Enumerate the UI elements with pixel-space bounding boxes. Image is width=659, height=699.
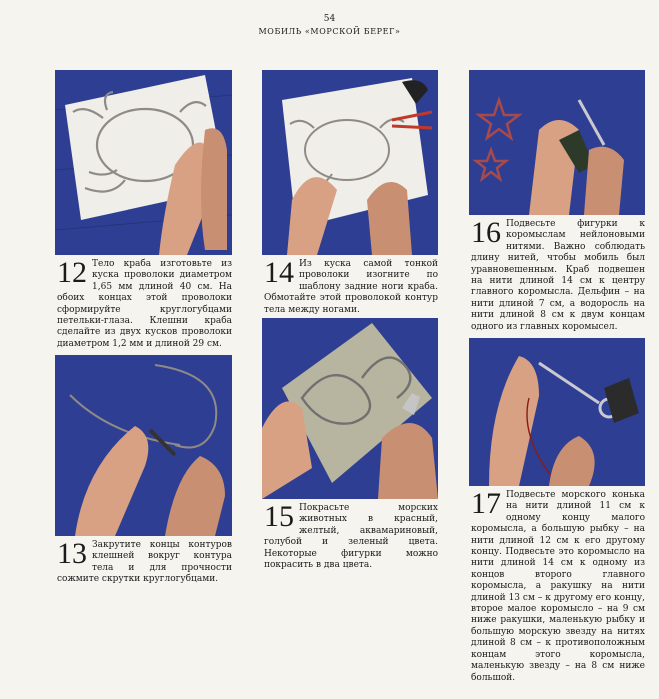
step-number: 17 [471,487,501,520]
photo-step-13 [55,355,232,536]
step-number: 13 [57,537,87,570]
step-number: 12 [57,256,87,289]
step-text: Покрасьте морских животных в красный, желтый, аквамариновый, голубой и зеленый цвета. Некоторые фигурки можно покрасить в два цвета. [264,503,438,571]
step-text: Подвесьте фигурки к коромыслам нейлоновыми нитями. Важно соблюдать длину нитей, чтобы мобиль был уравновешенным. Краб подвешен на нити длиной 14 см к центру главного коромысла. Дельфин – на нити длиной 7 см, а водоросль на нити длиной 8 см к двум концам одного из главных коромысел. [471,219,645,332]
step-number: 16 [471,216,501,249]
photo-step-16 [469,70,645,215]
step-17 [471,487,645,684]
step-number: 14 [264,256,294,289]
photo-step-17 [469,338,645,486]
photo-step-12 [55,70,232,255]
step-text: Тело краба изготовьте из куска проволоки диаметром 1,65 мм длиной 40 см. На обоих концах этой проволоки сформируйте круглогубцами петельки-глаза. Клешни краба сделайте из двух кусков проволоки диаметром 1,2 мм и длиной 29 см. [57,259,232,349]
step-text: Из куска самой тонкой проволоки изогните по шаблону задние ноги краба. Обмотайте этой проволокой контур тела между ногами. [264,259,438,315]
step-13 [57,537,232,586]
step-16 [471,216,645,333]
step-14 [264,256,438,316]
step-15 [264,500,438,571]
step-text: Подвесьте морского конька на нити длиной 11 см к одному концу малого коромысла, а большую рыбку – на нити длиной 12 см к его другому концу. Подвесьте это коромысло на нити длиной 14 см к одному из концов второго главного коромысла, а ракушку на нити длиной 13 см – к другому его концу, второе малое коромысло – на 9 см ниже ракушки, маленькую рыбку и большую морскую звезду на нитях длиной 8 см – к противоположным концам этого коромысла, маленькую звезду – на 8 см ниже большой. [471,490,645,683]
page-number: 54 [323,14,336,24]
running-title: МОБИЛЬ «МОРСКОЙ БЕРЕГ» [258,27,401,36]
step-number: 15 [264,500,294,533]
step-12 [57,256,232,350]
photo-step-14 [262,70,438,255]
step-text: Закрутите концы контуров клешней вокруг контура тела и для прочности сожмите скрутки круглогубцами. [57,540,232,585]
photo-step-15 [262,318,438,499]
